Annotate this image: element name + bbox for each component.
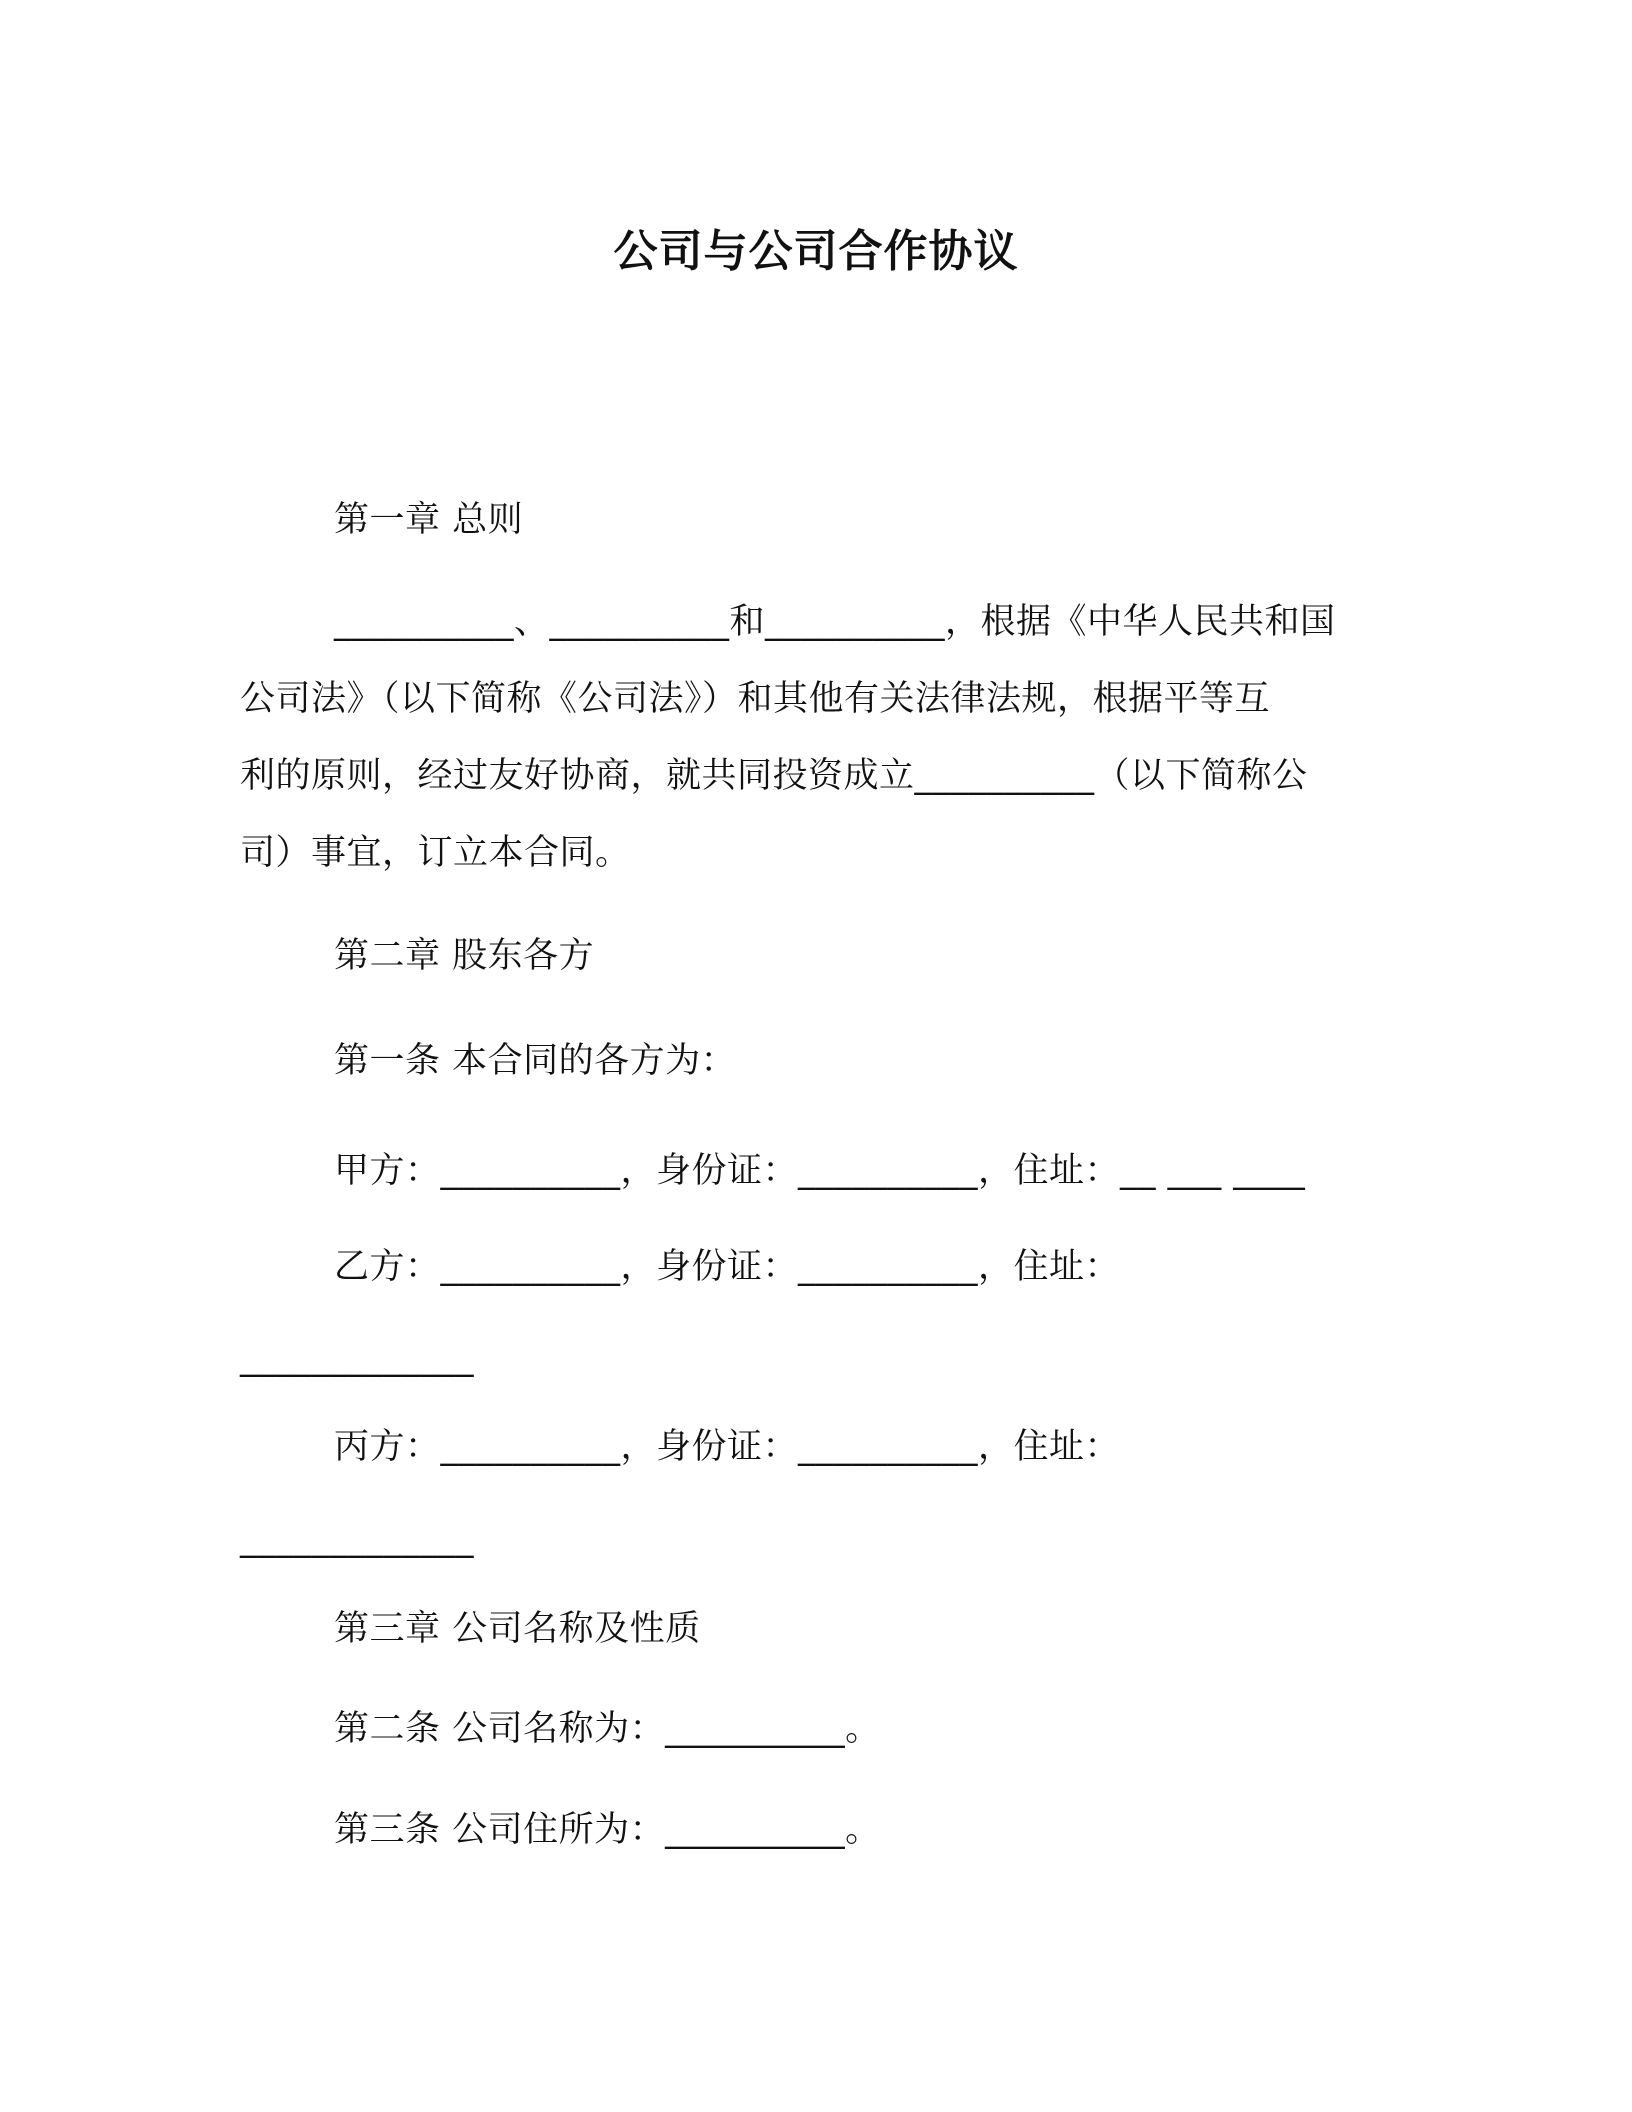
article-3: 第三条 公司住所为：__________。: [334, 1810, 881, 1850]
chapter-1-heading: 第一章 总则: [334, 500, 524, 540]
chapter-2-heading: 第二章 股东各方: [334, 936, 595, 976]
party-c-line: 丙方：__________，身份证：__________，住址：: [334, 1427, 1121, 1467]
document-title: 公司与公司合作协议: [613, 226, 1019, 277]
article-2: 第二条 公司名称为：__________。: [334, 1709, 881, 1749]
party-b-address-blank: _____________: [240, 1338, 474, 1378]
paragraph-line: 司）事宜，订立本合同。: [240, 833, 631, 873]
paragraph-line: 利的原则，经过友好协商，就共同投资成立__________（以下简称公: [240, 756, 1308, 796]
party-b-line: 乙方：__________，身份证：__________，住址：: [334, 1247, 1121, 1287]
chapter-3-heading: 第三章 公司名称及性质: [334, 1609, 701, 1649]
article-1: 第一条 本合同的各方为：: [334, 1041, 737, 1081]
party-a-line: 甲方：__________，身份证：__________，住址：__ ___ ____: [334, 1151, 1306, 1191]
paragraph-line: 公司法》（以下简称《公司法》）和其他有关法律法规，根据平等互: [240, 679, 1271, 719]
paragraph-line: __________、__________和__________，根据《中华人民共和国: [334, 602, 1336, 642]
party-c-address-blank: _____________: [240, 1519, 474, 1559]
